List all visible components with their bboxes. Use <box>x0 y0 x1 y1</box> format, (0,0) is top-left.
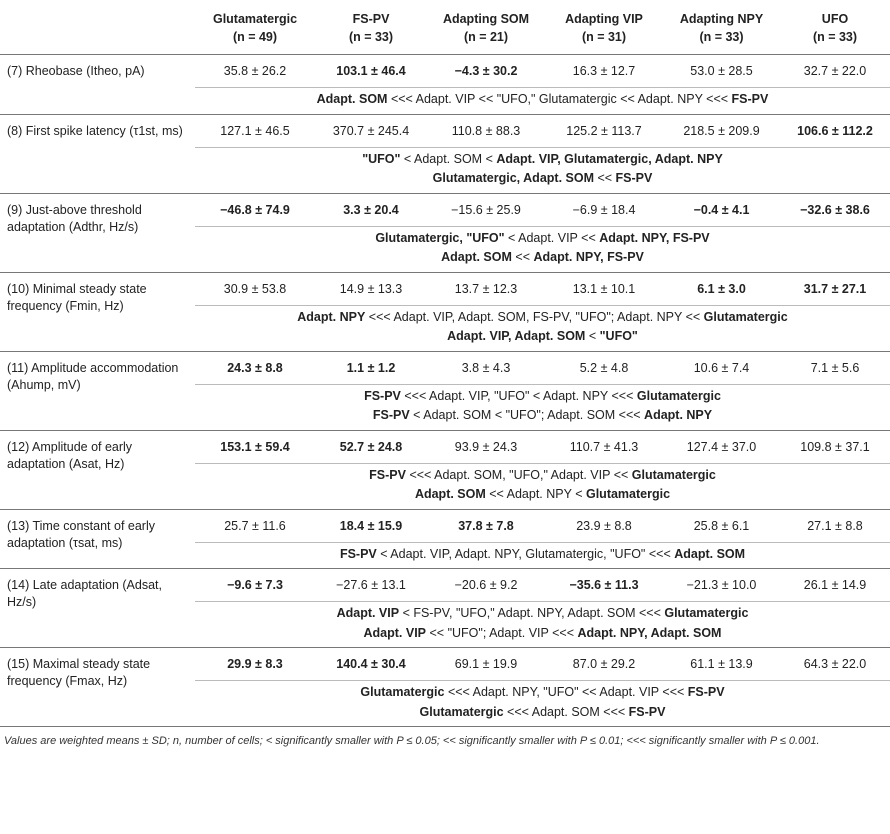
value-text: −46.8 ± 74.9 <box>220 202 290 217</box>
value-cell <box>663 351 780 384</box>
row-label: (9) Just-above threshold adaptation (Adthr, Hz/s) <box>7 202 142 234</box>
value-cell <box>315 569 427 602</box>
value-text: 24.3 ± 8.8 <box>227 360 283 375</box>
value-text: 218.5 ± 209.9 <box>683 123 760 138</box>
value-text: 10.6 ± 7.4 <box>693 360 750 375</box>
value-text: 69.1 ± 19.9 <box>454 657 518 671</box>
value-text: 18.4 ± 15.9 <box>339 518 403 533</box>
value-text: 25.7 ± 11.6 <box>224 518 286 533</box>
table-row <box>0 114 890 147</box>
value-cell <box>195 569 315 602</box>
table-row <box>0 193 890 226</box>
value-cell <box>195 430 315 463</box>
comparison-cell <box>195 602 890 648</box>
value-cell <box>663 272 780 305</box>
col-n: (n = 33) <box>812 30 858 44</box>
value-text: −9.6 ± 7.3 <box>227 578 283 592</box>
value-cell <box>195 509 315 542</box>
comparison-line: Adapt. VIP < FS-PV, "UFO," Adapt. NPY, Adapt. SOM <<< Glutamatergic <box>336 606 749 620</box>
value-cell <box>427 272 545 305</box>
value-cell <box>195 55 315 88</box>
value-cell <box>427 351 545 384</box>
value-cell <box>545 193 663 226</box>
value-cell <box>663 430 780 463</box>
value-text: 127.1 ± 46.5 <box>220 123 290 138</box>
col-name: UFO <box>821 12 849 26</box>
value-cell <box>780 193 890 226</box>
value-text: 6.1 ± 3.0 <box>697 281 746 296</box>
comparison-line: Glutamatergic, Adapt. SOM << FS-PV <box>432 171 653 185</box>
comparison-cell <box>195 88 890 115</box>
comparison-line: Adapt. SOM << Adapt. NPY < Glutamatergic <box>414 487 671 501</box>
row-label: (8) First spike latency (τ1st, ms) <box>7 123 183 138</box>
col-name: Adapting VIP <box>565 12 643 26</box>
value-cell <box>780 272 890 305</box>
value-text: −0.4 ± 4.1 <box>693 202 750 217</box>
value-cell <box>780 509 890 542</box>
col-name: Adapting SOM <box>442 12 530 26</box>
value-cell <box>545 114 663 147</box>
value-text: 31.7 ± 27.1 <box>803 281 867 296</box>
value-cell <box>780 430 890 463</box>
value-cell <box>780 351 890 384</box>
value-text: −27.6 ± 13.1 <box>336 578 406 592</box>
value-text: 23.9 ± 8.8 <box>576 518 632 533</box>
value-text: 27.1 ± 8.8 <box>807 518 863 533</box>
value-text: 35.8 ± 26.2 <box>223 64 287 78</box>
value-text: −21.3 ± 10.0 <box>686 578 757 592</box>
col-name: Adapting NPY <box>679 12 764 26</box>
value-text: 103.1 ± 46.4 <box>336 64 406 78</box>
table-row <box>0 272 890 305</box>
header-col-3 <box>545 0 663 55</box>
value-text: 370.7 ± 245.4 <box>332 123 410 138</box>
value-text: 7.1 ± 5.6 <box>810 360 860 375</box>
comparison-line: Adapt. NPY <<< Adapt. VIP, Adapt. SOM, FS-PV, "UFO"; Adapt. NPY << Glutamatergic <box>297 309 788 324</box>
value-cell <box>195 272 315 305</box>
comparison-line: Glutamatergic, "UFO" < Adapt. VIP << Adapt. NPY, FS-PV <box>375 230 710 245</box>
header-empty <box>0 0 195 55</box>
value-text: −35.6 ± 11.3 <box>569 578 639 592</box>
col-n: (n = 31) <box>581 30 627 44</box>
table-header <box>0 0 890 55</box>
table-row <box>0 569 890 602</box>
value-text: 29.9 ± 8.3 <box>227 657 283 671</box>
row-label: (7) Rheobase (Itheo, pA) <box>7 64 145 78</box>
value-text: −4.3 ± 30.2 <box>454 64 518 78</box>
value-cell <box>545 569 663 602</box>
value-cell <box>427 569 545 602</box>
table-footnote: Values are weighted means ± SD; n, number of cells; < significantly smaller with P ≤ 0.05; << significantly smaller with P ≤ 0.01; <<< significantly smaller with P ≤ 0.001. <box>4 735 820 747</box>
value-text: 30.9 ± 53.8 <box>223 281 287 296</box>
value-cell <box>663 509 780 542</box>
col-n: (n = 33) <box>348 30 394 44</box>
comparison-line: Glutamatergic <<< Adapt. SOM <<< FS-PV <box>419 704 666 719</box>
value-cell <box>780 569 890 602</box>
value-text: 127.4 ± 37.0 <box>686 439 757 454</box>
value-text: 110.7 ± 41.3 <box>569 439 639 454</box>
row-label: (13) Time constant of early adaptation (τsat, ms) <box>7 518 155 550</box>
value-cell <box>545 55 663 88</box>
value-cell <box>427 509 545 542</box>
value-text: 13.1 ± 10.1 <box>572 281 636 296</box>
value-text: 87.0 ± 29.2 <box>572 657 636 671</box>
value-text: 5.2 ± 4.8 <box>579 360 629 375</box>
value-cell <box>195 648 315 681</box>
value-cell <box>427 193 545 226</box>
col-name: Glutamatergic <box>212 12 298 26</box>
comparison-cell <box>195 681 890 727</box>
value-text: 140.4 ± 30.4 <box>336 657 406 671</box>
comparison-line: FS-PV <<< Adapt. VIP, "UFO" < Adapt. NPY <<< Glutamatergic <box>364 388 721 403</box>
value-text: 125.2 ± 113.7 <box>566 123 642 138</box>
value-cell <box>195 114 315 147</box>
comparison-line: Adapt. SOM << Adapt. NPY, FS-PV <box>441 250 644 264</box>
value-text: 37.8 ± 7.8 <box>458 518 514 533</box>
value-cell <box>545 430 663 463</box>
comparison-cell <box>195 305 890 351</box>
comparison-line: Adapt. VIP << "UFO"; Adapt. VIP <<< Adapt. NPY, Adapt. SOM <box>363 625 722 640</box>
value-cell <box>663 114 780 147</box>
value-cell <box>195 351 315 384</box>
row-label: (11) Amplitude accommodation (Ahump, mV) <box>7 360 179 392</box>
value-cell <box>315 351 427 384</box>
comparison-cell <box>195 463 890 509</box>
value-text: −15.6 ± 25.9 <box>451 202 521 217</box>
value-cell <box>545 509 663 542</box>
value-text: −20.6 ± 9.2 <box>454 578 518 592</box>
value-cell <box>427 430 545 463</box>
value-cell <box>315 114 427 147</box>
comparison-line: Adapt. VIP, Adapt. SOM < "UFO" <box>447 329 638 343</box>
table-row <box>0 55 890 88</box>
table-body <box>0 55 890 727</box>
header-col-0 <box>195 0 315 55</box>
comparison-line: FS-PV < Adapt. VIP, Adapt. NPY, Glutamatergic, "UFO" <<< Adapt. SOM <box>339 546 746 561</box>
value-cell <box>427 648 545 681</box>
value-text: 64.3 ± 22.0 <box>803 657 867 671</box>
table-row <box>0 351 890 384</box>
comparison-cell <box>195 542 890 569</box>
row-label: (12) Amplitude of early adaptation (Asat, Hz) <box>7 439 133 471</box>
value-text: 13.7 ± 12.3 <box>454 281 518 296</box>
col-n: (n = 21) <box>463 30 509 44</box>
comparison-cell <box>195 226 890 272</box>
row-label: (10) Minimal steady state frequency (Fmin, Hz) <box>7 281 147 313</box>
comparison-cell <box>195 147 890 193</box>
value-cell <box>663 55 780 88</box>
value-cell <box>663 569 780 602</box>
value-text: 16.3 ± 12.7 <box>572 64 636 78</box>
col-n: (n = 33) <box>699 30 744 44</box>
value-text: 106.6 ± 112.2 <box>797 123 873 138</box>
comparison-line: FS-PV < Adapt. SOM < "UFO"; Adapt. SOM <<< Adapt. NPY <box>372 408 713 422</box>
value-text: 53.0 ± 28.5 <box>690 64 753 78</box>
comparison-cell <box>195 384 890 430</box>
col-name: FS-PV <box>352 12 390 26</box>
value-text: 3.3 ± 20.4 <box>343 202 399 217</box>
value-text: 110.8 ± 88.3 <box>451 123 521 138</box>
value-cell <box>315 648 427 681</box>
value-text: 93.9 ± 24.3 <box>454 439 518 454</box>
value-cell <box>663 193 780 226</box>
value-text: −6.9 ± 18.4 <box>572 202 636 217</box>
col-n: (n = 49) <box>232 30 278 44</box>
comparison-line: Adapt. SOM <<< Adapt. VIP << "UFO," Glutamatergic << Adapt. NPY <<< FS-PV <box>316 92 769 106</box>
value-cell <box>315 55 427 88</box>
value-text: −32.6 ± 38.6 <box>800 202 870 217</box>
row-label: (15) Maximal steady state frequency (Fmax, Hz) <box>7 657 151 688</box>
value-cell <box>315 272 427 305</box>
comparison-line: "UFO" < Adapt. SOM < Adapt. VIP, Glutamatergic, Adapt. NPY <box>362 151 723 166</box>
comparison-line: Glutamatergic <<< Adapt. NPY, "UFO" << Adapt. VIP <<< FS-PV <box>360 685 725 699</box>
row-label: (14) Late adaptation (Adsat, Hz/s) <box>7 578 162 609</box>
value-cell <box>427 114 545 147</box>
value-text: 61.1 ± 13.9 <box>690 657 753 671</box>
table-row <box>0 430 890 463</box>
value-cell <box>663 648 780 681</box>
value-cell <box>545 351 663 384</box>
value-text: 25.8 ± 6.1 <box>693 518 750 533</box>
table-row <box>0 509 890 542</box>
value-text: 1.1 ± 1.2 <box>346 360 396 375</box>
value-text: 153.1 ± 59.4 <box>220 439 290 454</box>
value-cell <box>780 648 890 681</box>
value-text: 109.8 ± 37.1 <box>800 439 870 454</box>
value-cell <box>427 55 545 88</box>
value-cell <box>545 648 663 681</box>
value-cell <box>315 509 427 542</box>
header-col-1 <box>315 0 427 55</box>
value-cell <box>780 114 890 147</box>
header-col-5 <box>780 0 890 55</box>
value-cell <box>195 193 315 226</box>
header-col-2 <box>427 0 545 55</box>
value-cell <box>780 55 890 88</box>
comparison-line: FS-PV <<< Adapt. SOM, "UFO," Adapt. VIP << Glutamatergic <box>369 467 716 482</box>
value-text: 32.7 ± 22.0 <box>803 64 867 78</box>
value-cell <box>315 193 427 226</box>
value-cell <box>545 272 663 305</box>
value-text: 3.8 ± 4.3 <box>461 360 511 375</box>
value-text: 26.1 ± 14.9 <box>803 578 867 592</box>
header-col-4 <box>663 0 780 55</box>
value-text: 52.7 ± 24.8 <box>339 439 403 454</box>
value-text: 14.9 ± 13.3 <box>339 281 403 296</box>
value-cell <box>315 430 427 463</box>
table-row <box>0 648 890 681</box>
